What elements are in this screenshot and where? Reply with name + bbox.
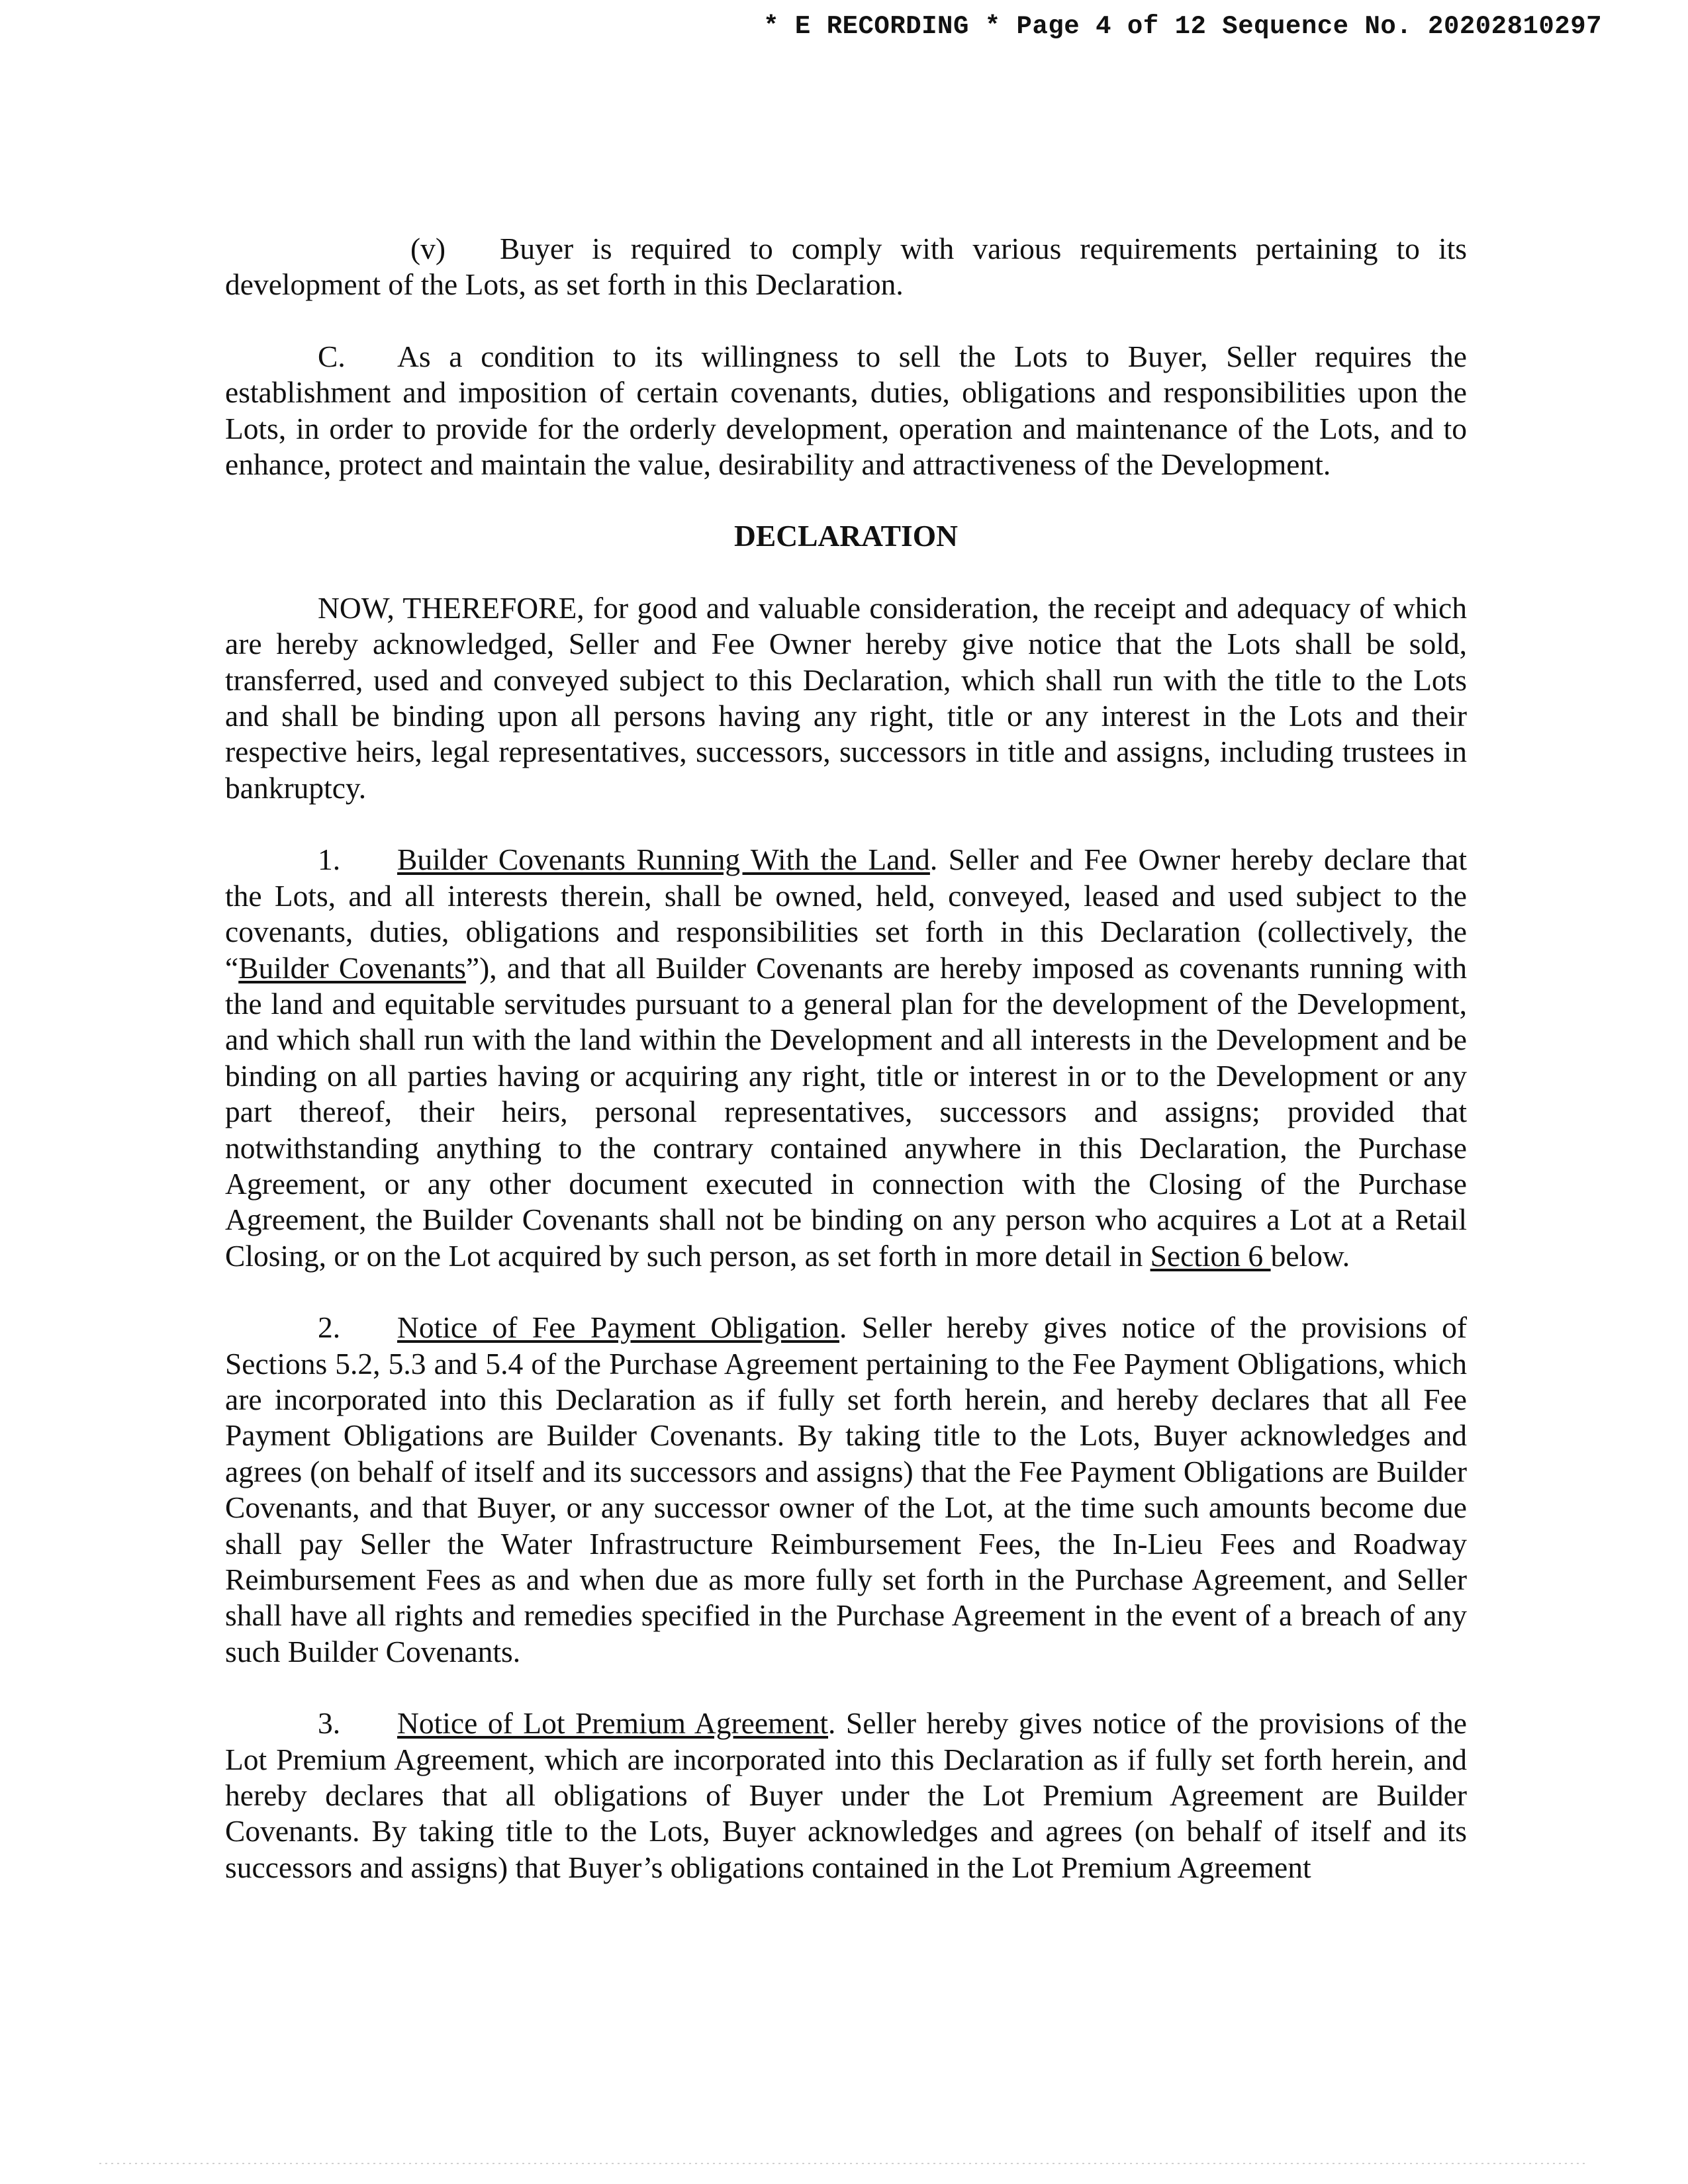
section-6-reference: Section 6 xyxy=(1150,1238,1271,1273)
paragraph-v-number: (v) xyxy=(410,232,446,265)
section-1 xyxy=(225,842,1467,1274)
paragraph-c-number: C. xyxy=(318,339,346,373)
section-1-text-b: ”), and that all Builder Covenants are hereby imposed as covenants running with the land and equitable servitudes pursuant to a general plan for the development of the Development, and which shall run with the land within the Development and all interests in the Development and be binding on all parties having or acquiring any right, title or interest in or to the Development or any part thereof, their heirs, personal representatives, successors and assigns; provided that notwithstanding anything to the contrary contained anywhere in this Declaration, the Purchase Agreement, or any other document executed in connection with the Closing of the Purchase Agreement, the Builder Covenants shall not be binding on any person who acquires a Lot at a Retail Closing, or on the Lot acquired by such person, as set forth in more detail in xyxy=(225,950,1467,1273)
section-2-text: . Seller hereby gives notice of the provisions of Sections 5.2, 5.3 and 5.4 of the Purchase Agreement pertaining to the Fee Payment Obligations, which are incorporated into this Declaration as if fully set forth herein, and hereby declares that all Fee Payment Obligations are Builder Covenants. By taking title to the Lots, Buyer acknowledges and agrees (on behalf of itself and its successors and assigns) that the Fee Payment Obligations are Builder Covenants, and that Buyer, or any successor owner of the Lot, at the time such amounts become due shall pay Seller the Water Infrastructure Reimbursement Fees, the In-Lieu Fees and Roadway Reimbursement Fees as and when due as more fully set forth in the Purchase Agreement, and Seller shall have all rights and remedies specified in the Purchase Agreement in the event of a breach of any such Builder Covenants. xyxy=(225,1310,1467,1668)
section-1-text-a: . Seller and Fee Owner hereby declare that the Lots, and all interests therein, shall be owned, held, conveyed, leased and used subject to the covenants, duties, obligations and responsibilities set forth in this Declaration (collectively, the “ xyxy=(225,842,1467,985)
section-2 xyxy=(225,1310,1467,1670)
paragraph-now-therefore xyxy=(225,590,1467,806)
section-1-text-c: below. xyxy=(1270,1238,1350,1273)
paragraph-v-text: Buyer is required to comply with various requirements pertaining to its development of the Lots, as set forth in this Declaration. xyxy=(225,232,1467,302)
section-3-text: . Seller hereby gives notice of the provisions of the Lot Premium Agreement, which are incorporated into this Declaration as if fully set forth herein, and hereby declares that all obligations of Buyer under the Lot Premium Agreement are Builder Covenants. By taking title to the Lots, Buyer acknowledges and agrees (on behalf of itself and its successors and assigns) that Buyer’s obligations contained in the Lot Premium Agreement xyxy=(225,1706,1467,1884)
declaration-heading: DECLARATION xyxy=(734,519,958,553)
section-3 xyxy=(225,1706,1467,1886)
section-1-title: Builder Covenants Running With the Land xyxy=(397,842,930,877)
scan-artifact-line xyxy=(99,2163,1589,2164)
section-3-number: 3. xyxy=(318,1706,341,1741)
section-2-number: 2. xyxy=(318,1310,341,1345)
section-2-title: Notice of Fee Payment Obligation xyxy=(397,1310,839,1345)
section-3-title: Notice of Lot Premium Agreement xyxy=(397,1706,828,1741)
defined-term-builder-covenants: Builder Covenants xyxy=(238,950,466,985)
section-1-number: 1. xyxy=(318,842,341,877)
recording-header: * E RECORDING * Page 4 of 12 Sequence No. 20202810297 xyxy=(763,12,1602,41)
paragraph-c-text: As a condition to its willingness to sell the Lots to Buyer, Seller requires the establishment and imposition of certain covenants, duties, obligations and responsibilities upon the Lots, in order to provide for the orderly development, operation and maintenance of the Lots, and to enhance, protect and maintain the value, desirability and attractiveness of the Development. xyxy=(225,339,1467,482)
paragraph-c xyxy=(225,339,1467,483)
paragraph-v xyxy=(225,231,1467,303)
document-body xyxy=(225,231,1467,1921)
paragraph-now-therefore-text: NOW, THEREFORE, for good and valuable consideration, the receipt and adequacy of which are hereby acknowledged, Seller and Fee Owner hereby give notice that the Lots shall be sold, transferred, used and conveyed subject to this Declaration, which shall run with the title to the Lots and shall be binding upon all persons having any right, title or any interest in the Lots and their respective heirs, legal representatives, successors, successors in title and assigns, including trustees in bankruptcy. xyxy=(225,590,1467,805)
